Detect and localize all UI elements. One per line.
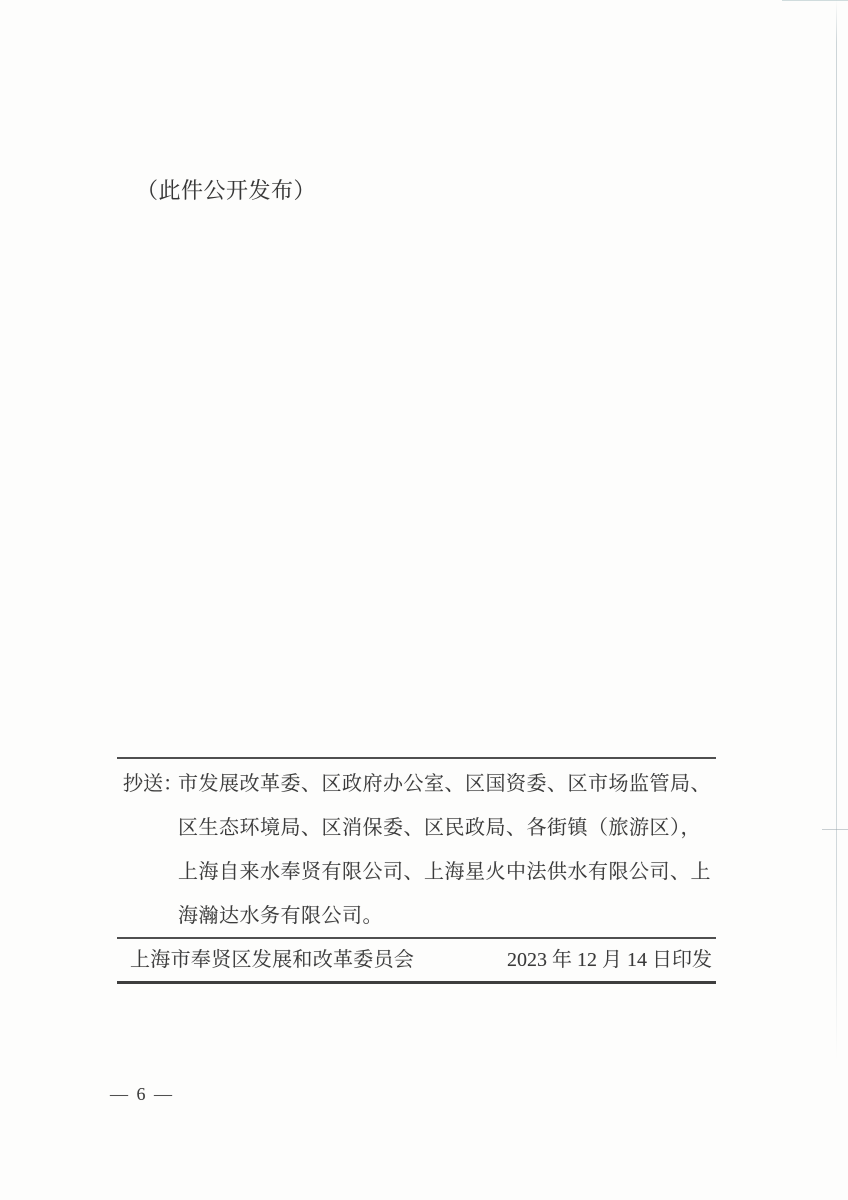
colophon-bottom-rule <box>117 981 716 984</box>
cc-section-top-rule <box>117 757 716 759</box>
colophon-top-rule <box>117 937 716 939</box>
print-date: 2023 年 12 月 14 日印发 <box>507 949 712 971</box>
page-edge-artifact-right <box>836 0 837 1060</box>
cc-line: 区生态环境局、区消保委、区民政局、各街镇（旅游区）， <box>178 817 701 839</box>
cc-line: 市发展改革委、区政府办公室、区国资委、区市场监管局、 <box>178 773 711 795</box>
page-number: — 6 — <box>110 1084 174 1104</box>
cc-line: 海瀚达水务有限公司。 <box>178 905 383 927</box>
publish-note: （此件公开发布） <box>136 178 317 203</box>
cc-label: 抄送： <box>123 773 183 795</box>
cc-line: 上海自来水奉贤有限公司、上海星火中法供水有限公司、上 <box>178 861 711 883</box>
page-edge-artifact-top <box>782 0 848 1</box>
page-edge-artifact-tick <box>822 829 848 830</box>
issuer-name: 上海市奉贤区发展和改革委员会 <box>130 949 415 971</box>
